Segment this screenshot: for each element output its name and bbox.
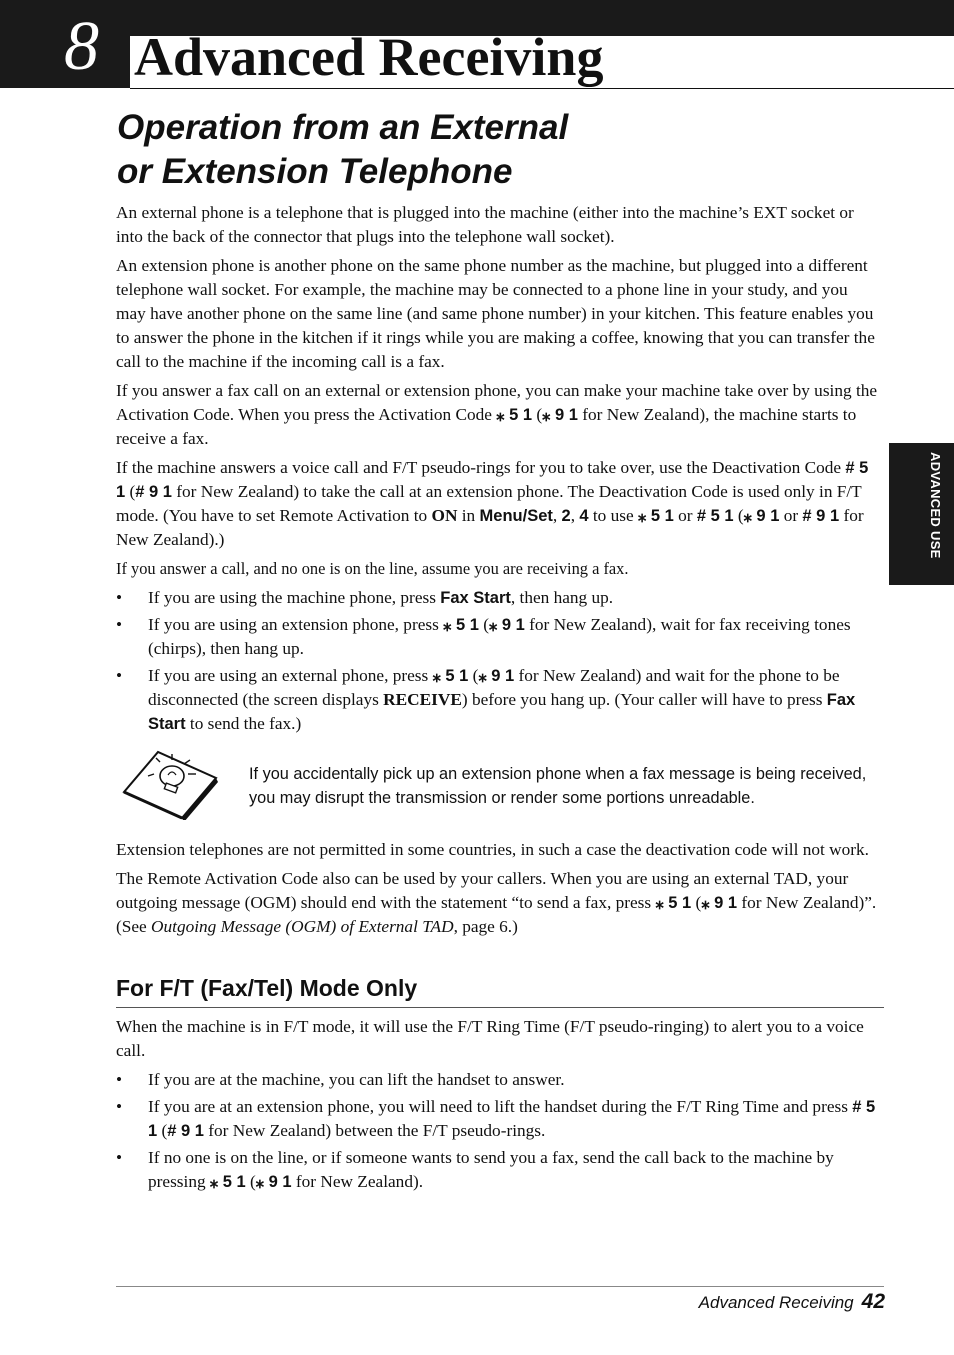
section-title-line2: or Extension Telephone <box>117 152 513 191</box>
side-tab-label: ADVANCED USE <box>928 452 943 559</box>
cross-reference: Outgoing Message (OGM) of External TAD <box>151 917 454 936</box>
deactivation-code-nz: # 9 1 <box>135 483 172 501</box>
deactivation-code: # 5 1 <box>116 459 869 501</box>
chapter-title: Advanced Receiving <box>134 27 604 87</box>
paragraph-deactivation-code: If the machine answers a voice call and F/T pseudo-rings for you to take over, use the Deactivation Code # 5 1 (# 9 1 for New Zealand) to take the call at an extension phone. The Deactivation Code is used only in F/T mode. (You have to set Remote Activation to ON in Menu/Set, 2, 4 to use ⁎ 5 1 or # 5 1 (⁎ 9 1 or # 9 1 for New Zealand).) <box>116 458 869 549</box>
section-title <box>117 106 568 194</box>
ft-mode-body <box>116 1015 880 1197</box>
list-item: • If you are using an extension phone, press ⁎ 5 1 (⁎ 9 1 for New Zealand), wait for fax receiving tones (chirps), then hang up. <box>116 615 851 658</box>
menu-set-key: Menu/Set <box>479 507 553 525</box>
lightbulb-tip-icon <box>120 748 220 820</box>
section-title-line1: Operation from an External <box>117 108 569 147</box>
paragraph-assume-fax: If you answer a call, and no one is on the line, assume you are receiving a fax. <box>116 559 629 578</box>
subheading-ft-mode: For F/T (Fax/Tel) Mode Only <box>116 973 884 1008</box>
fax-start-key: Fax Start <box>148 691 856 733</box>
paragraph-external-phone: An external phone is a telephone that is plugged into the machine (either into the machine’s EXT socket or into the back of the connector that plugs into the telephone wall socket). <box>116 203 854 246</box>
chapter-number-box <box>0 0 130 88</box>
paragraph-remote-code: The Remote Activation Code also can be used by your callers. When you are using an external TAD, your outgoing message (OGM) should end with the statement “to send a fax, press ⁎ 5 1 (⁎ 9 1 for New Zealand)”. (See Outgoing Message (OGM) of External TAD, page 6.) <box>116 869 877 936</box>
activation-code: ⁎ 5 1 <box>496 406 533 424</box>
fax-start-key: Fax Start <box>440 589 511 607</box>
paragraph-activation-code: If you answer a fax call on an external or extension phone, you can make your machine take over by using the Activation Code. When you press the Activation Code ⁎ 5 1 (⁎ 9 1 for New Zealand), the machine starts to receive a fax. <box>116 381 878 448</box>
page-number: 42 <box>861 1290 885 1313</box>
footer-chapter-label: Advanced Receiving <box>698 1293 854 1312</box>
main-body-continued <box>116 838 880 944</box>
key-4: 4 <box>579 507 589 525</box>
footer-rule <box>116 1286 884 1287</box>
paragraph-countries: Extension telephones are not permitted in some countries, in such a case the deactivation code will not work. <box>116 840 869 859</box>
on-setting: ON <box>431 506 458 525</box>
activation-code-nz: ⁎ 9 1 <box>542 406 578 424</box>
list-item: • If you are using an external phone, press ⁎ 5 1 (⁎ 9 1 for New Zealand) and wait for the phone to be disconnected (the screen displays RECEIVE) before you hang up. (Your caller will have to press Fax Start to send the fax.) <box>116 666 856 733</box>
paragraph-ft-mode: When the machine is in F/T mode, it will use the F/T Ring Time (F/T pseudo-ringing) to alert you to a voice call. <box>116 1017 864 1060</box>
chapter-number: 8 <box>64 8 99 85</box>
list-item: • If you are at the machine, you can lift the handset to answer. <box>116 1070 565 1089</box>
key-2: 2 <box>561 507 571 525</box>
list-item: • If no one is on the line, or if someone wants to send you a fax, send the call back to the machine by pressing ⁎ 5 1 (⁎ 9 1 for New Zealand). <box>116 1148 834 1191</box>
main-body <box>116 201 880 739</box>
footer <box>600 1290 885 1315</box>
list-item: • If you are using the machine phone, press Fax Start, then hang up. <box>116 588 614 607</box>
paragraph-extension-phone: An extension phone is another phone on the same phone number as the machine, but plugged into a different telephone wall socket. For example, the machine may be connected to a phone line in your study, and you may have another phone on the same line (and same phone number) in your kitchen. This feature enables you to answer the phone in the kitchen if it rings while you are making a coffee, knowing that you can transfer the call to the machine if the incoming call is a fax. <box>116 256 875 371</box>
list-item: • If you are at an extension phone, you will need to lift the handset during the F/T Ring Time and press # 5 1 (# 9 1 for New Zealand) between the F/T pseudo-rings. <box>116 1097 876 1140</box>
receive-display: RECEIVE <box>383 690 462 709</box>
tip-note: If you accidentally pick up an extension phone when a fax message is being received, you may disrupt the transmission or render some portions unreadable. <box>249 765 867 807</box>
answer-list <box>116 586 880 736</box>
ft-mode-list <box>116 1068 880 1194</box>
